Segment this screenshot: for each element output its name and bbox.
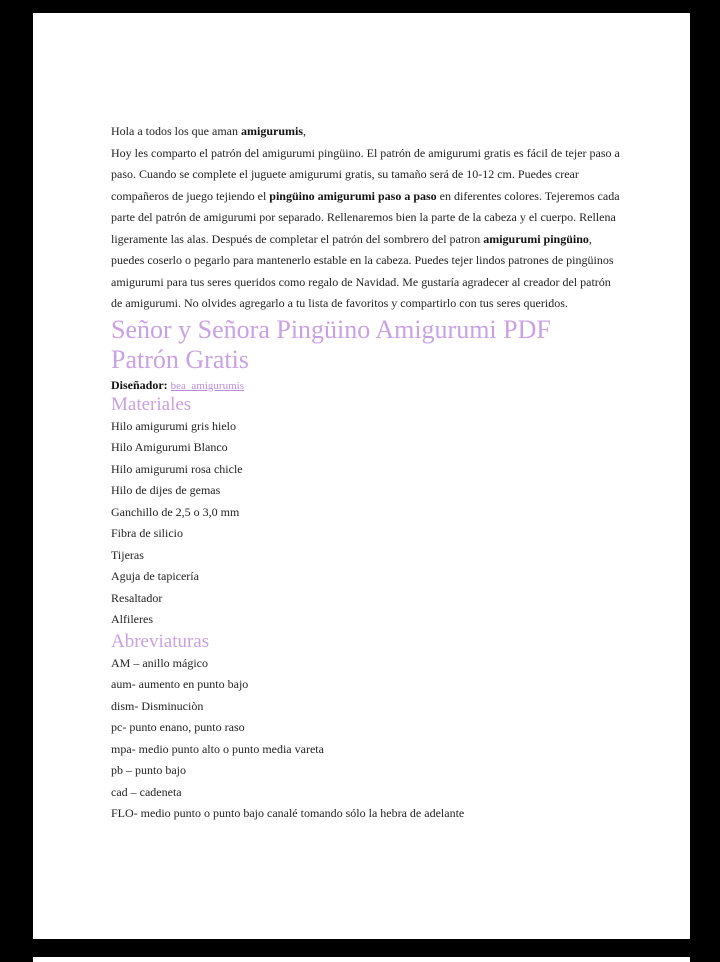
list-item: pb – punto bajo — [111, 763, 186, 777]
list-item: Fibra de silicio — [111, 526, 183, 540]
intro-bold-2: amigurumi pingüino — [483, 231, 589, 246]
abbreviations-list — [111, 653, 621, 825]
intro-text-2: en diferentes colores. Tejeremos cada parte del patrón de amigurumi por separado. Rellenaremos bien la parte de la cabeza y el cuerpo. Rellena ligeramente las alas. Después de completar el patrón del sombrero del patron — [111, 188, 620, 246]
greeting-text: Hola a todos los que aman — [111, 124, 241, 138]
pattern-title: Señor y Señora Pingüino Amigurumi PDF Patrón Gratis — [111, 314, 551, 374]
designer-link[interactable]: bea_amigurumis — [170, 379, 244, 392]
greeting-suffix: , — [303, 124, 306, 138]
list-item: dism- Disminuciòn — [111, 698, 204, 713]
list-item: Tijeras — [111, 547, 144, 562]
list-item: cad – cadeneta — [111, 784, 182, 799]
list-item: Alfileres — [111, 612, 153, 626]
list-item: Ganchillo de 2,5 o 3,0 mm — [111, 504, 240, 519]
materials-list — [111, 416, 621, 631]
list-item: Hilo amigurumi rosa chicle — [111, 461, 243, 476]
designer-label: Diseñador: — [111, 377, 168, 392]
intro-text-1: Hoy les comparto el patrón del amigurumi pingüino. El patrón de amigurumi gratis es fácil de tejer paso a paso. Cuando se complete el juguete amigurumi gratis, su tamaño será de 10-12 cm. Puedes crear compañeros de juego tejiendo el — [111, 145, 620, 203]
greeting-bold: amigurumis — [240, 124, 303, 138]
list-item: Hilo de dijes de gemas — [111, 483, 221, 497]
list-item: pc- punto enano, punto raso — [111, 720, 245, 734]
list-item: FLO- medio punto o punto bajo canalé tomando sólo la hebra de adelante — [111, 806, 465, 820]
intro-paragraph — [111, 121, 621, 315]
page-content — [111, 121, 621, 825]
materials-heading: Materiales — [111, 393, 192, 415]
list-item: AM – anillo mágico — [111, 655, 208, 670]
list-item: aum- aumento en punto bajo — [111, 677, 249, 691]
abbreviations-heading: Abreviaturas — [111, 630, 210, 652]
list-item: mpa- medio punto alto o punto media vareta — [111, 741, 324, 756]
list-item: Resaltador — [111, 590, 163, 605]
intro-text-3: , puedes coserlo o pegarlo para mantenerlo estable en la cabeza. Puedes tejer lindos patrones de pingüinos amigurumi para tus seres queridos como regalo de Navidad. Me gustaría agradecer al creador del patrón de amigurumi. No olvides agregarlo a tu lista de favoritos y compartirlo con tus seres queridos. — [111, 231, 614, 310]
list-item: Hilo Amigurumi Blanco — [111, 440, 228, 454]
intro-bold-1: pingüino amigurumi paso a paso — [269, 188, 437, 203]
next-page-edge — [33, 957, 690, 962]
document-page — [33, 13, 690, 939]
list-item: Aguja de tapicería — [111, 569, 199, 583]
list-item: Hilo amigurumi gris hielo — [111, 418, 236, 433]
designer-line — [111, 377, 621, 394]
